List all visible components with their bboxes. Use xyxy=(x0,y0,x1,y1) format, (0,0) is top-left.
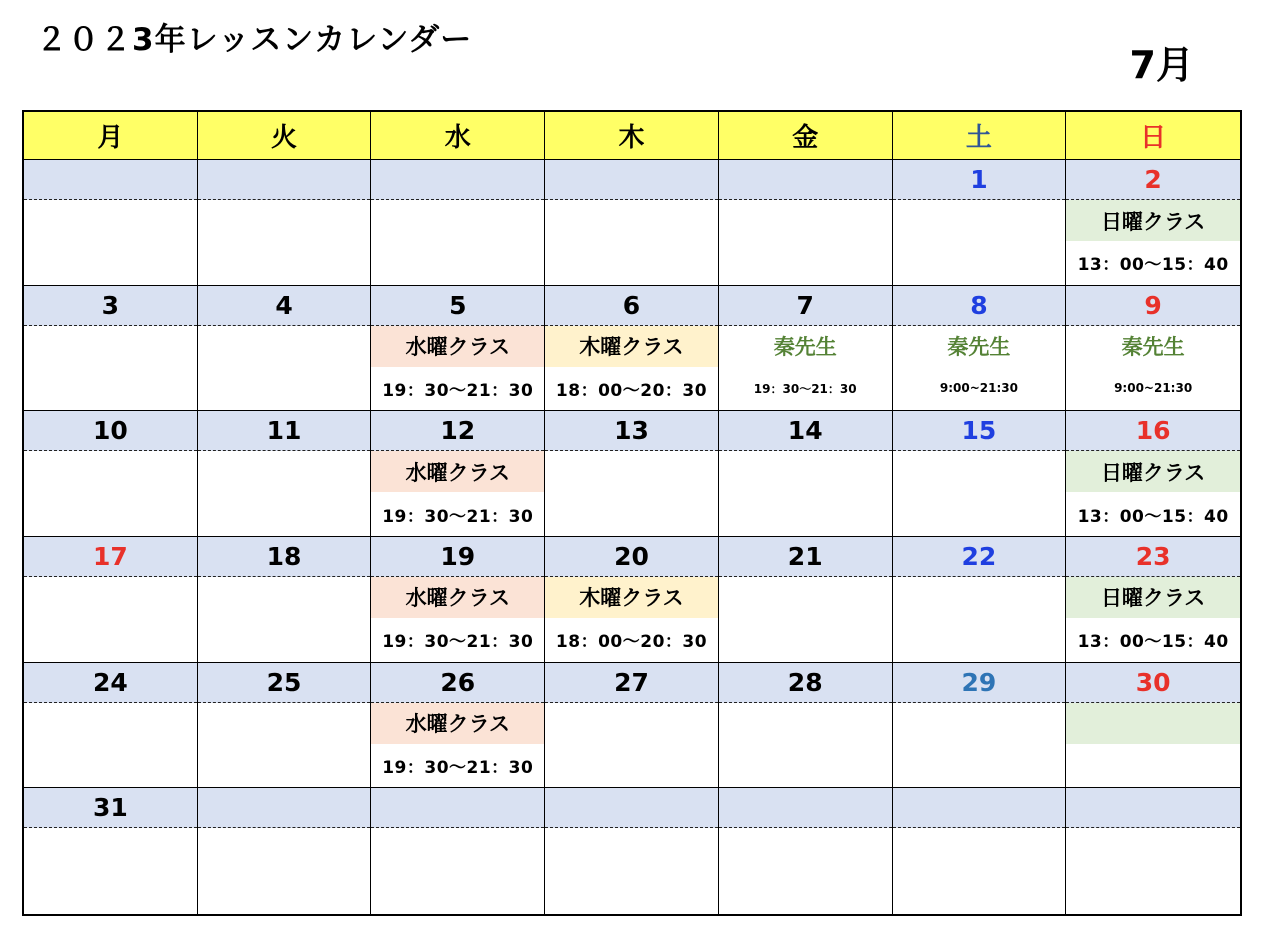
class-time: 18：00〜20：30 xyxy=(555,632,708,653)
class-label: 水曜クラス xyxy=(371,577,544,618)
date-number: 18 xyxy=(198,537,371,577)
day-cell xyxy=(24,411,198,537)
day-cell xyxy=(1066,663,1240,789)
calendar-title: ２０２3年レッスンカレンダー xyxy=(36,22,473,58)
day-cell xyxy=(545,286,719,412)
weekday-header-sat: 土 xyxy=(893,112,1067,160)
day-cell xyxy=(719,411,893,537)
day-cell xyxy=(893,286,1067,412)
class-time: 19：30〜21：30 xyxy=(382,380,534,401)
date-number xyxy=(719,160,892,200)
day-cell xyxy=(1066,286,1240,412)
date-number: 27 xyxy=(545,663,718,703)
date-number: 26 xyxy=(371,663,544,703)
class-label: 日曜クラス xyxy=(1066,451,1240,492)
day-cell xyxy=(371,788,545,914)
class-time: 18：00〜20：30 xyxy=(555,380,708,401)
day-cell xyxy=(545,788,719,914)
day-cell xyxy=(893,788,1067,914)
class-label: 水曜クラス xyxy=(371,326,544,367)
weekday-header-thu: 木 xyxy=(545,112,719,160)
date-number xyxy=(1066,788,1240,828)
class-label: 水曜クラス xyxy=(371,451,544,492)
day-cell xyxy=(1066,537,1240,663)
date-number: 12 xyxy=(371,411,544,451)
date-number xyxy=(198,788,371,828)
day-cell xyxy=(198,286,372,412)
day-cell xyxy=(719,537,893,663)
date-number: 7 xyxy=(719,286,892,326)
class-time: 19：30〜21：30 xyxy=(382,757,534,778)
class-label: 木曜クラス xyxy=(545,326,718,367)
date-number: 19 xyxy=(371,537,544,577)
date-number: 13 xyxy=(545,411,718,451)
weekday-header-sun: 日 xyxy=(1066,112,1240,160)
day-cell xyxy=(893,663,1067,789)
day-cell xyxy=(1066,160,1240,286)
day-cell xyxy=(1066,411,1240,537)
day-cell xyxy=(371,286,545,412)
date-number xyxy=(545,160,718,200)
day-cell xyxy=(371,160,545,286)
day-cell xyxy=(371,663,545,789)
day-cell xyxy=(545,160,719,286)
teacher-label: 秦先生 xyxy=(947,335,1011,360)
date-number: 29 xyxy=(893,663,1066,703)
date-number: 30 xyxy=(1066,663,1240,703)
day-cell xyxy=(24,663,198,789)
class-time: 9:00~21:30 xyxy=(1114,381,1193,396)
date-number: 25 xyxy=(198,663,371,703)
date-number: 28 xyxy=(719,663,892,703)
day-cell xyxy=(24,788,198,914)
class-label: 木曜クラス xyxy=(545,577,718,618)
date-number: 3 xyxy=(24,286,197,326)
date-number: 2 xyxy=(1066,160,1240,200)
date-number xyxy=(371,788,544,828)
date-number: 31 xyxy=(24,788,197,828)
class-label: 日曜クラス xyxy=(1066,200,1240,241)
class-time: 13：00〜15：40 xyxy=(1077,255,1229,276)
day-cell xyxy=(371,537,545,663)
date-number: 16 xyxy=(1066,411,1240,451)
date-number: 8 xyxy=(893,286,1066,326)
day-cell xyxy=(198,160,372,286)
day-cell xyxy=(24,160,198,286)
date-number xyxy=(545,788,718,828)
day-cell xyxy=(198,411,372,537)
date-number xyxy=(371,160,544,200)
teacher-label: 秦先生 xyxy=(1121,335,1185,360)
day-cell xyxy=(545,411,719,537)
date-number: 17 xyxy=(24,537,197,577)
date-number: 20 xyxy=(545,537,718,577)
day-cell xyxy=(198,663,372,789)
date-number: 10 xyxy=(24,411,197,451)
day-cell xyxy=(719,663,893,789)
date-number: 23 xyxy=(1066,537,1240,577)
class-time: 9:00~21:30 xyxy=(939,381,1018,396)
date-number: 5 xyxy=(371,286,544,326)
day-cell xyxy=(893,411,1067,537)
calendar-grid xyxy=(22,110,1242,916)
date-number: 15 xyxy=(893,411,1066,451)
day-cell xyxy=(719,160,893,286)
day-cell xyxy=(545,663,719,789)
date-number: 1 xyxy=(893,160,1066,200)
weekday-header-fri: 金 xyxy=(719,112,893,160)
class-time: 13：00〜15：40 xyxy=(1077,506,1229,527)
teacher-label: 秦先生 xyxy=(773,335,837,360)
date-number: 21 xyxy=(719,537,892,577)
date-number: 11 xyxy=(198,411,371,451)
date-number: 9 xyxy=(1066,286,1240,326)
day-cell xyxy=(198,788,372,914)
weekday-header-mon: 月 xyxy=(24,112,198,160)
month-label: 7月 xyxy=(1129,43,1194,87)
day-cell xyxy=(893,537,1067,663)
day-cell xyxy=(719,286,893,412)
day-cell xyxy=(893,160,1067,286)
date-number: 24 xyxy=(24,663,197,703)
date-number: 4 xyxy=(198,286,371,326)
day-cell xyxy=(371,411,545,537)
day-cell xyxy=(24,537,198,663)
date-number xyxy=(719,788,892,828)
weekday-header-wed: 水 xyxy=(371,112,545,160)
date-number: 6 xyxy=(545,286,718,326)
class-label: 日曜クラス xyxy=(1066,577,1240,618)
day-cell xyxy=(1066,788,1240,914)
date-number: 14 xyxy=(719,411,892,451)
class-time: 19：30〜21：30 xyxy=(753,381,857,396)
class-time: 19：30〜21：30 xyxy=(382,506,534,527)
class-label: 水曜クラス xyxy=(371,703,544,744)
day-cell xyxy=(24,286,198,412)
day-cell xyxy=(719,788,893,914)
date-number xyxy=(198,160,371,200)
date-number xyxy=(24,160,197,200)
weekday-header-tue: 火 xyxy=(198,112,372,160)
day-cell xyxy=(545,537,719,663)
date-number: 22 xyxy=(893,537,1066,577)
date-number xyxy=(893,788,1066,828)
class-label xyxy=(1066,703,1240,744)
class-time: 19：30〜21：30 xyxy=(382,632,534,653)
class-time: 13：00〜15：40 xyxy=(1077,632,1229,653)
day-cell xyxy=(198,537,372,663)
